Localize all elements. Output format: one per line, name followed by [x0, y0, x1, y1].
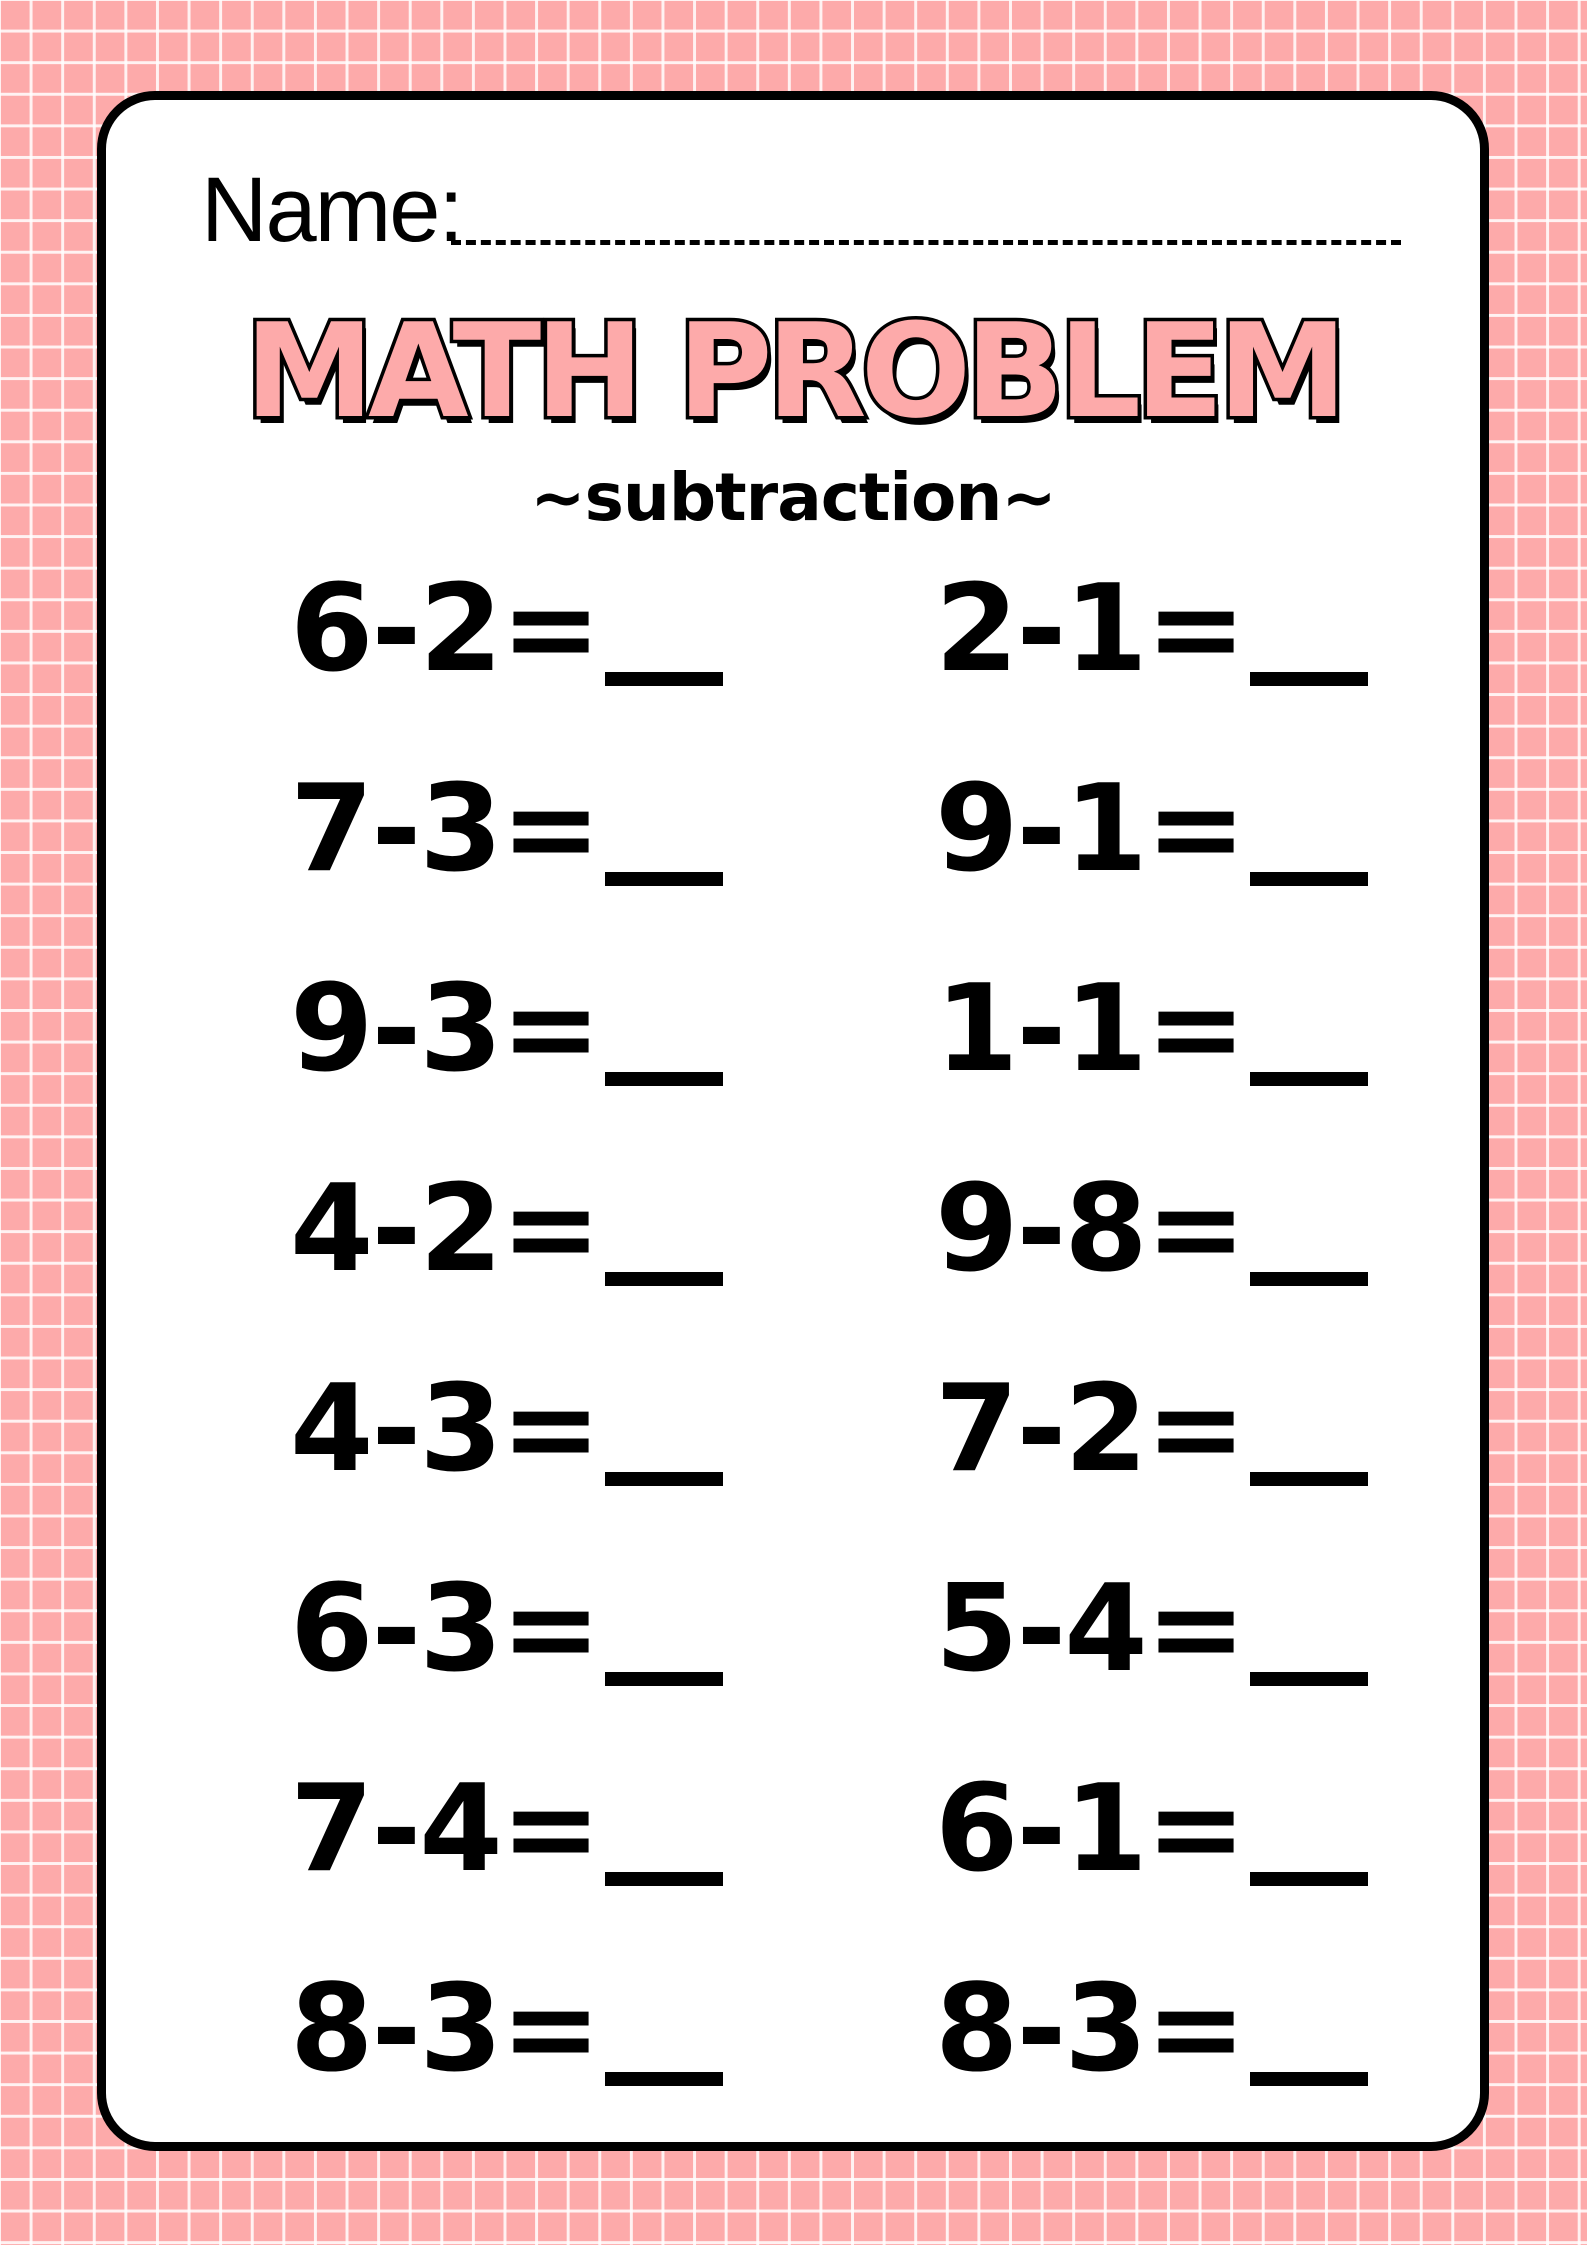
problem-expression: 5-4=	[935, 1560, 1245, 1699]
answer-blank	[1250, 1872, 1368, 1886]
problems-left-column	[290, 555, 790, 2155]
problem-expression: 9-3=	[290, 960, 600, 1099]
problem-item	[935, 1755, 1435, 1955]
problem-expression: 6-3=	[290, 1560, 600, 1699]
problem-expression: 6-1=	[935, 1760, 1245, 1899]
problem-item	[935, 1955, 1435, 2155]
answer-blank	[1250, 1072, 1368, 1086]
problem-item	[935, 1355, 1435, 1555]
problem-expression: 4-2=	[290, 1160, 600, 1299]
answer-blank	[1250, 1472, 1368, 1486]
name-label: Name:	[201, 159, 462, 261]
problem-expression: 9-8=	[935, 1160, 1245, 1299]
answer-blank	[605, 1472, 723, 1486]
answer-blank	[605, 672, 723, 686]
problem-item	[290, 1755, 790, 1955]
problem-item	[290, 1955, 790, 2155]
problem-expression: 1-1=	[935, 960, 1245, 1099]
problem-expression: 4-3=	[290, 1360, 600, 1499]
problem-item	[290, 555, 790, 755]
answer-blank	[1250, 872, 1368, 886]
answer-blank	[605, 872, 723, 886]
problem-item	[290, 755, 790, 955]
problems-grid	[106, 100, 1480, 2142]
problems-right-column	[935, 555, 1435, 2155]
problem-item	[935, 755, 1435, 955]
problem-expression: 9-1=	[935, 760, 1245, 899]
worksheet-subtitle: ~subtraction~	[530, 459, 1056, 536]
problem-item	[935, 555, 1435, 755]
problem-expression: 7-3=	[290, 760, 600, 899]
worksheet-card	[97, 91, 1489, 2151]
problem-expression: 6-2=	[290, 560, 600, 699]
problem-item	[935, 1155, 1435, 1355]
problem-expression: 7-4=	[290, 1760, 600, 1899]
problem-expression: 8-3=	[935, 1960, 1245, 2099]
answer-blank	[1250, 672, 1368, 686]
problem-expression: 2-1=	[935, 560, 1245, 699]
problem-item	[290, 1355, 790, 1555]
answer-blank	[605, 1872, 723, 1886]
answer-blank	[1250, 1272, 1368, 1286]
answer-blank	[605, 2072, 723, 2086]
problem-item	[935, 1555, 1435, 1755]
problem-item	[290, 1555, 790, 1755]
answer-blank	[605, 1272, 723, 1286]
worksheet-title: MATH PROBLEM	[244, 295, 1342, 447]
answer-blank	[605, 1072, 723, 1086]
problem-item	[935, 955, 1435, 1155]
problem-expression: 7-2=	[935, 1360, 1245, 1499]
answer-blank	[1250, 1672, 1368, 1686]
problem-item	[290, 955, 790, 1155]
answer-blank	[1250, 2072, 1368, 2086]
problem-expression: 8-3=	[290, 1960, 600, 2099]
answer-blank	[605, 1672, 723, 1686]
problem-item	[290, 1155, 790, 1355]
